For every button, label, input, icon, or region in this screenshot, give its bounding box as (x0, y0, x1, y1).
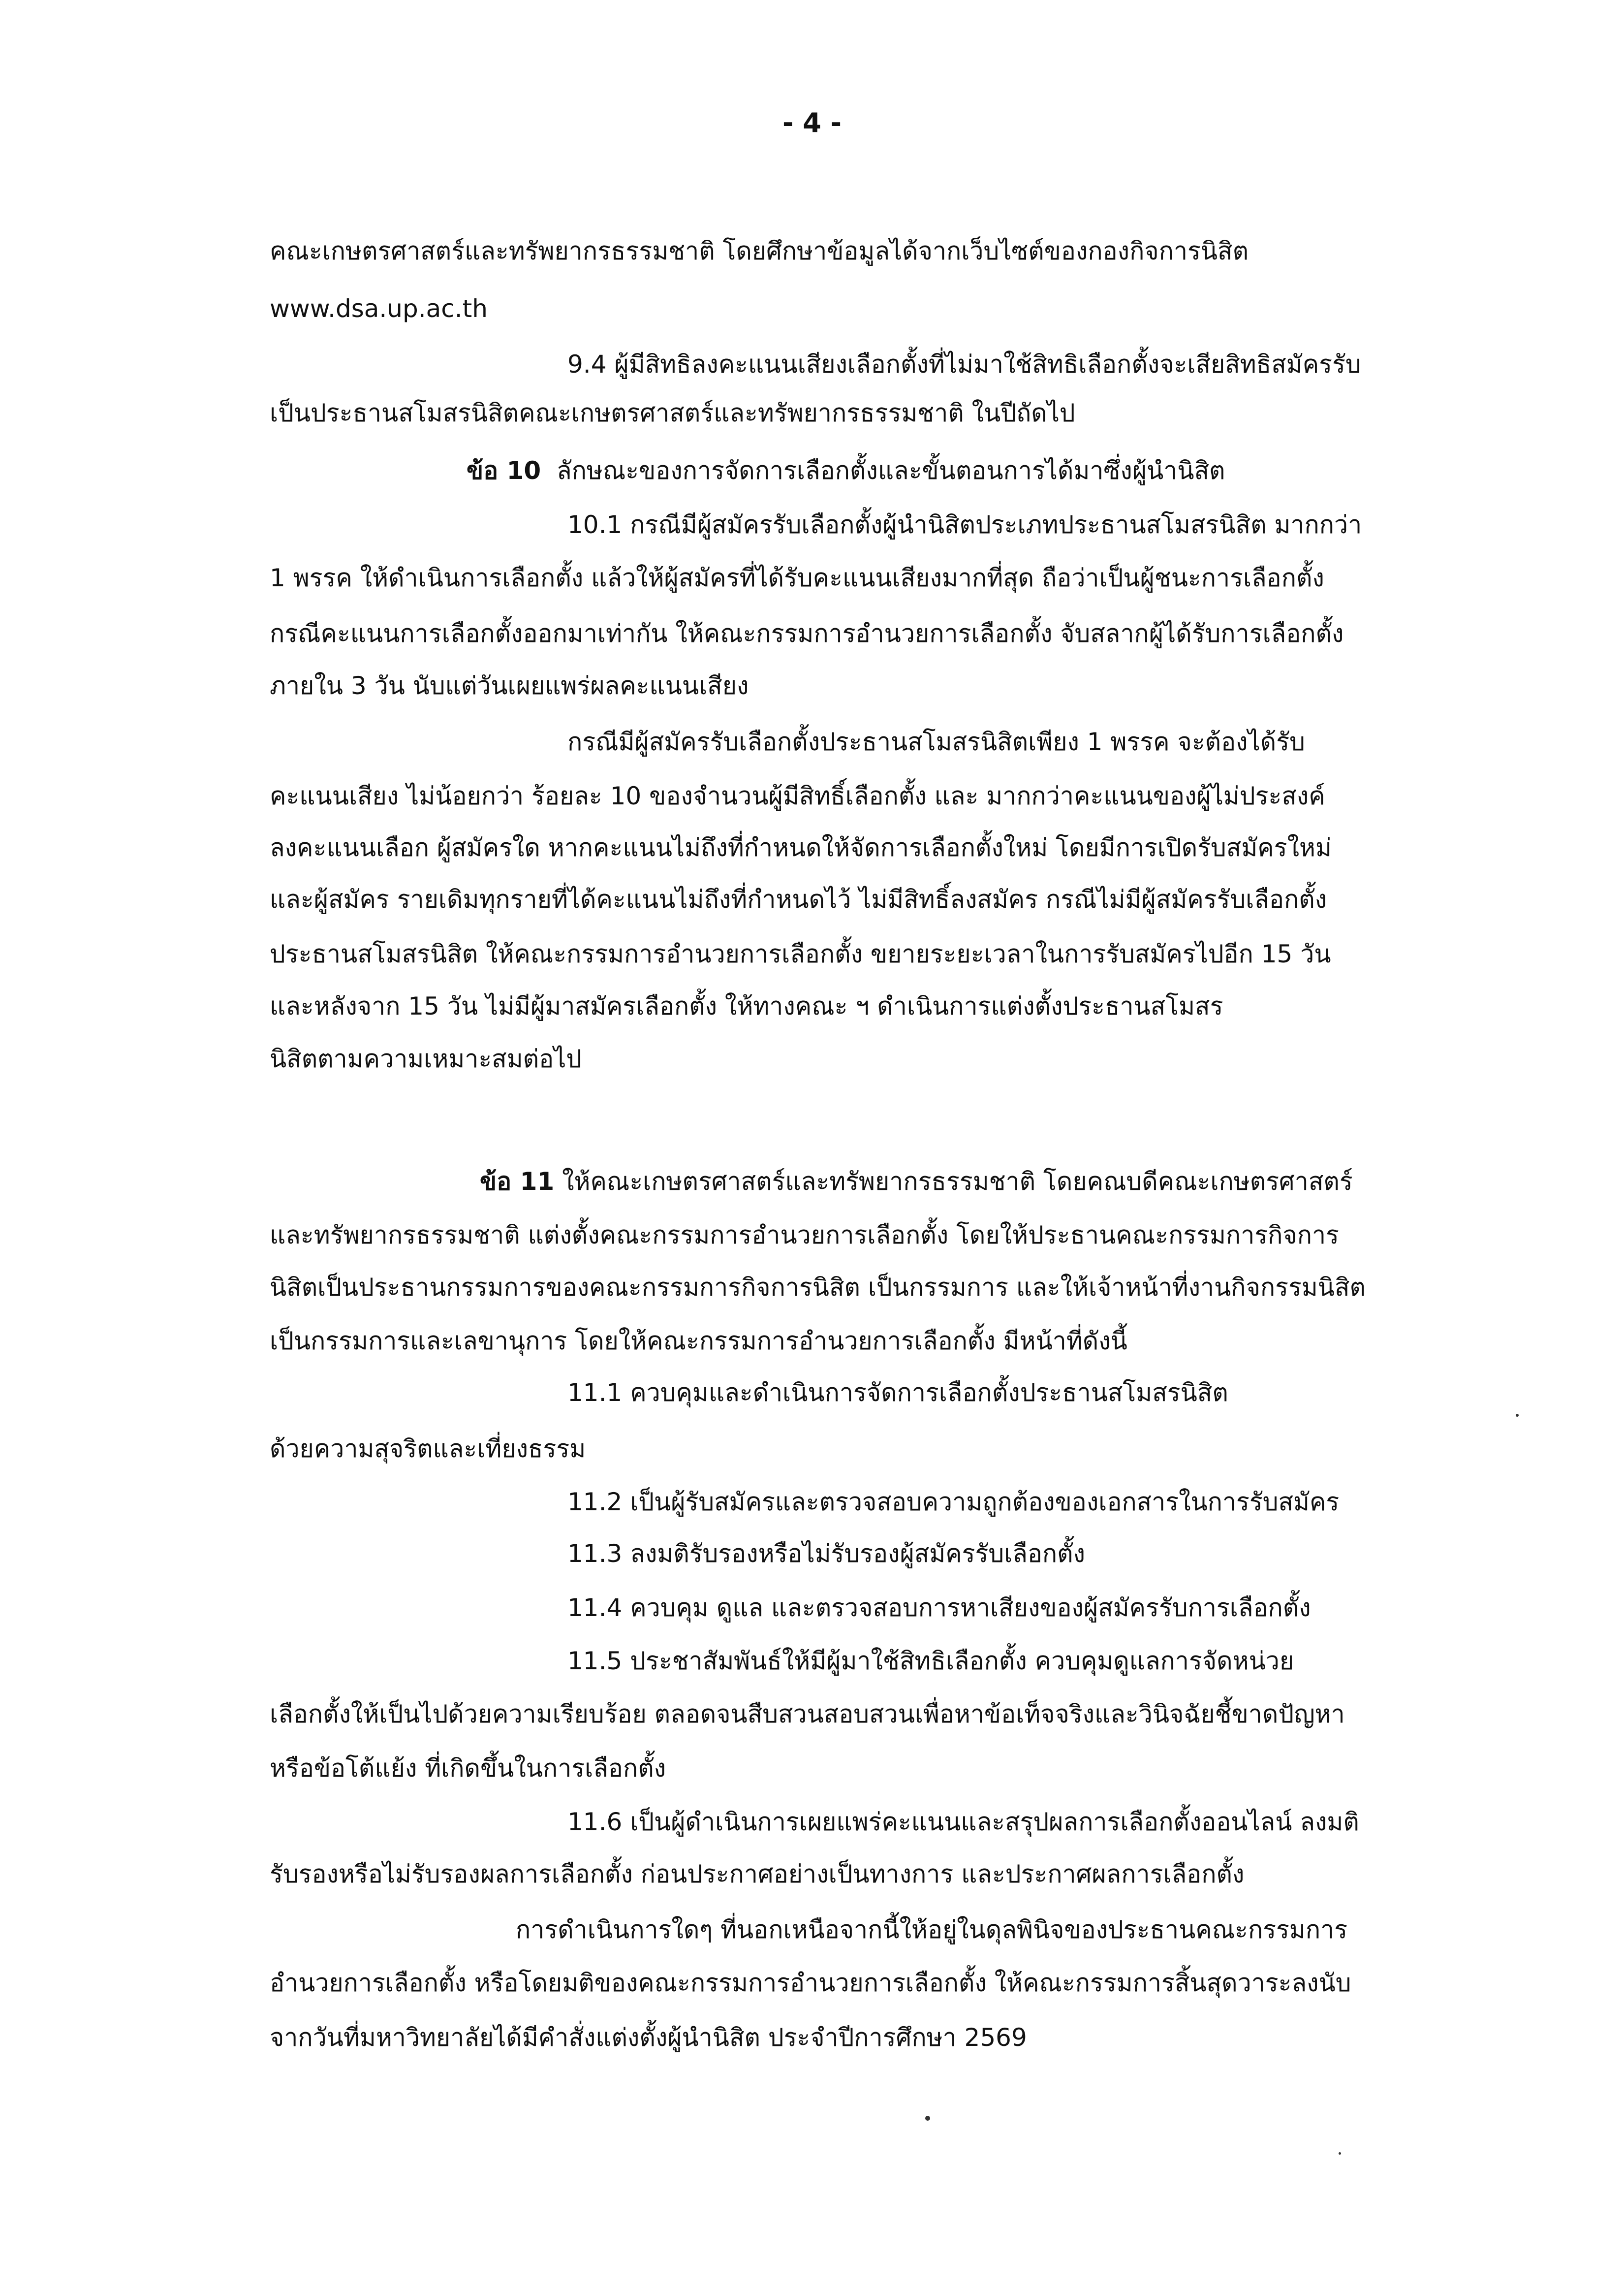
line-9-4: 9.4 ผู้มีสิทธิลงคะแนนเสียงเลือกตั้งที่ไม่มาใช้สิทธิเลือกตั้งจะเสียสิทธิสมัครรับ (567, 350, 1361, 379)
section-10-title: ลักษณะของการจัดการเลือกตั้งและขั้นตอนการได้มาซึ่งผู้นำนิสิต (557, 456, 1225, 485)
scan-speck (925, 2116, 930, 2121)
line-single-party-cont-5: และหลังจาก 15 วัน ไม่มีผู้มาสมัครเลือกตั้ง ให้ทางคณะ ฯ ดำเนินการแต่งตั้งประธานสโมสร (270, 992, 1223, 1020)
line-other-matters-cont-1: อำนวยการเลือกตั้ง หรือโดยมติของคณะกรรมการอำนวยการเลือกตั้ง ให้คณะกรรมการสิ้นสุดวาระลงนับ (270, 1969, 1351, 1997)
line-single-party-cont-2: ลงคะแนนเลือก ผู้สมัครใด หากคะแนนไม่ถึงที่กำหนดให้จัดการเลือกตั้งใหม่ โดยมีการเปิดรับสมัครใหม่ (270, 833, 1332, 862)
section-10-label: ข้อ 10 (467, 456, 541, 485)
line-10-1-cont-2: กรณีคะแนนการเลือกตั้งออกมาเท่ากัน ให้คณะกรรมการอำนวยการเลือกตั้ง จับสลากผู้ได้รับการเลือกตั้ง (270, 619, 1344, 648)
line-10-1-cont-1: 1 พรรค ให้ดำเนินการเลือกตั้ง แล้วให้ผู้สมัครที่ได้รับคะแนนเสียงมากที่สุด ถือว่าเป็นผู้ชนะการเลือกตั้ง (270, 564, 1324, 592)
line-single-party-cont-4: ประธานสโมสรนิสิต ให้คณะกรรมการอำนวยการเลือกตั้ง ขยายระยะเวลาในการรับสมัครไปอีก 15 วัน (270, 940, 1331, 968)
line-11-cont-2: นิสิตเป็นประธานกรรมการของคณะกรรมการกิจการนิสิต เป็นกรรมการ และให้เจ้าหน้าที่งานกิจกรรมนิสิต (270, 1273, 1366, 1302)
line-other-matters: การดำเนินการใดๆ ที่นอกเหนือจากนี้ให้อยู่ในดุลพินิจของประธานคณะกรรมการ (516, 1915, 1348, 1944)
section-11-text: ให้คณะเกษตรศาสตร์และทรัพยากรธรรมชาติ โดยคณบดีคณะเกษตรศาสตร์ (562, 1167, 1353, 1196)
line-11-cont-3: เป็นกรรมการและเลขานุการ โดยให้คณะกรรมการอำนวยการเลือกตั้ง มีหน้าที่ดังนี้ (270, 1327, 1127, 1355)
line-11-cont-1: และทรัพยากรธรรมชาติ แต่งตั้งคณะกรรมการอำนวยการเลือกตั้ง โดยให้ประธานคณะกรรมการกิจการ (270, 1221, 1339, 1249)
line-11-6-cont: รับรองหรือไม่รับรองผลการเลือกตั้ง ก่อนประกาศอย่างเป็นทางการ และประกาศผลการเลือกตั้ง (270, 1860, 1245, 1888)
line-11-1-cont: ด้วยความสุจริตและเที่ยงธรรม (270, 1434, 586, 1463)
line-11-5: 11.5 ประชาสัมพันธ์ให้มีผู้มาใช้สิทธิเลือกตั้ง ควบคุมดูแลการจัดหน่วย (567, 1647, 1294, 1675)
section-10-heading (467, 455, 1225, 486)
line-other-matters-cont-2: จากวันที่มหาวิทยาลัยได้มีคำสั่งแต่งตั้งผู้นำนิสิต ประจำปีการศึกษา 2569 (270, 2023, 1027, 2052)
section-11-heading (480, 1166, 1353, 1197)
line-11-5-cont-1: เลือกตั้งให้เป็นไปด้วยความเรียบร้อย ตลอดจนสืบสวนสอบสวนเพื่อหาข้อเท็จจริงและวินิจฉัยชี้ขาดปัญหา (270, 1700, 1345, 1728)
line-11-6: 11.6 เป็นผู้ดำเนินการเผยแพร่คะแนนและสรุปผลการเลือกตั้งออนไลน์ ลงมติ (567, 1808, 1359, 1836)
line-11-2: 11.2 เป็นผู้รับสมัครและตรวจสอบความถูกต้องของเอกสารในการรับสมัคร (567, 1488, 1340, 1516)
scan-speck (1339, 2152, 1341, 2155)
page-number: - 4 - (782, 107, 842, 138)
line-11-1: 11.1 ควบคุมและดำเนินการจัดการเลือกตั้งประธานสโมสรนิสิต (567, 1378, 1228, 1407)
line-9-4-cont: เป็นประธานสโมสรนิสิตคณะเกษตรศาสตร์และทรัพยากรธรรมชาติ ในปีถัดไป (270, 399, 1075, 427)
line-10-1: 10.1 กรณีมีผู้สมัครรับเลือกตั้งผู้นำนิสิตประเภทประธานสโมสรนิสิต มากกว่า (567, 510, 1362, 539)
line-single-party-cont-6: นิสิตตามความเหมาะสมต่อไป (270, 1045, 582, 1073)
line-website-url: www.dsa.up.ac.th (270, 294, 488, 323)
line-single-party-cont-3: และผู้สมัคร รายเดิมทุกรายที่ได้คะแนนไม่ถึงที่กำหนดไว้ ไม่มีสิทธิ์ลงสมัคร กรณีไม่มีผู้สมัครรับเลือกตั้ง (270, 885, 1327, 914)
scan-speck (1516, 1414, 1519, 1417)
line-faculty-website: คณะเกษตรศาสตร์และทรัพยากรธรรมชาติ โดยศึกษาข้อมูลได้จากเว็บไซต์ของกองกิจการนิสิต (270, 237, 1249, 265)
line-11-4: 11.4 ควบคุม ดูแล และตรวจสอบการหาเสียงของผู้สมัครรับการเลือกตั้ง (567, 1593, 1311, 1622)
line-10-1-cont-3: ภายใน 3 วัน นับแต่วันเผยแพร่ผลคะแนนเสียง (270, 671, 749, 700)
line-11-3: 11.3 ลงมติรับรองหรือไม่รับรองผู้สมัครรับเลือกตั้ง (567, 1539, 1086, 1568)
line-single-party: กรณีมีผู้สมัครรับเลือกตั้งประธานสโมสรนิสิตเพียง 1 พรรค จะต้องได้รับ (567, 728, 1305, 756)
line-11-5-cont-2: หรือข้อโต้แย้ง ที่เกิดขึ้นในการเลือกตั้ง (270, 1754, 666, 1783)
section-11-label: ข้อ 11 (480, 1167, 555, 1196)
line-single-party-cont-1: คะแนนเสียง ไม่น้อยกว่า ร้อยละ 10 ของจำนวนผู้มีสิทธิ์เลือกตั้ง และ มากกว่าคะแนนของผู้ไม่ประสงค์ (270, 782, 1325, 810)
